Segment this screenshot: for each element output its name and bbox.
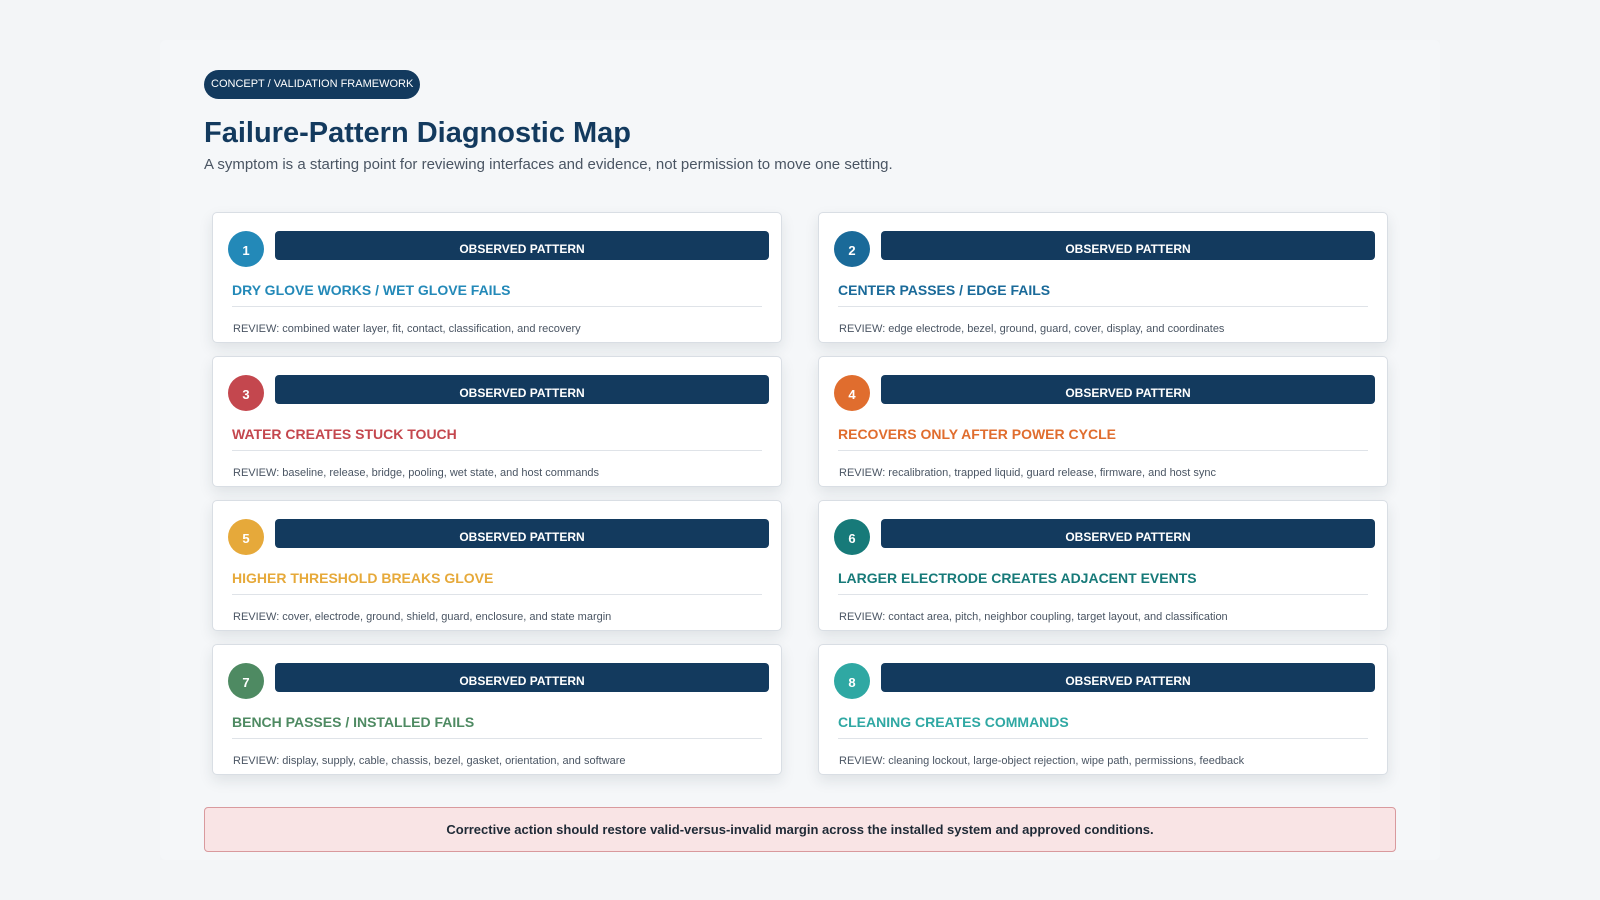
- pattern-card-1: [212, 212, 782, 343]
- card-number-badge: 8: [834, 663, 870, 699]
- observed-pattern-bar: OBSERVED PATTERN: [881, 663, 1375, 692]
- card-divider: [838, 450, 1368, 451]
- card-divider: [838, 738, 1368, 739]
- pattern-card-8: [818, 644, 1388, 775]
- card-title: RECOVERS ONLY AFTER POWER CYCLE: [838, 426, 1116, 442]
- card-number-badge: 7: [228, 663, 264, 699]
- corrective-action-note: Corrective action should restore valid-versus-invalid margin across the installed system and approved conditions.: [204, 807, 1396, 852]
- section-tag: CONCEPT / VALIDATION FRAMEWORK: [204, 70, 420, 99]
- card-title: BENCH PASSES / INSTALLED FAILS: [232, 714, 475, 730]
- page-subtitle: A symptom is a starting point for reviewing interfaces and evidence, not permission to move one setting.: [204, 156, 893, 173]
- pattern-card-3: [212, 356, 782, 487]
- card-divider: [232, 738, 762, 739]
- card-number-badge: 6: [834, 519, 870, 555]
- card-divider: [232, 594, 762, 595]
- pattern-card-7: [212, 644, 782, 775]
- observed-pattern-bar: OBSERVED PATTERN: [275, 519, 769, 548]
- card-title: HIGHER THRESHOLD BREAKS GLOVE: [232, 570, 494, 586]
- card-title: DRY GLOVE WORKS / WET GLOVE FAILS: [232, 282, 511, 298]
- observed-pattern-bar: OBSERVED PATTERN: [881, 231, 1375, 260]
- card-review-text: REVIEW: baseline, release, bridge, pooling, wet state, and host commands: [233, 467, 600, 479]
- observed-pattern-bar: OBSERVED PATTERN: [881, 519, 1375, 548]
- card-number-badge: 4: [834, 375, 870, 411]
- card-number-badge: 2: [834, 231, 870, 267]
- pattern-card-4: [818, 356, 1388, 487]
- card-title: CENTER PASSES / EDGE FAILS: [838, 282, 1051, 298]
- card-divider: [838, 306, 1368, 307]
- observed-pattern-bar: OBSERVED PATTERN: [275, 231, 769, 260]
- observed-pattern-bar: OBSERVED PATTERN: [275, 375, 769, 404]
- card-review-text: REVIEW: contact area, pitch, neighbor coupling, target layout, and classification: [839, 611, 1228, 623]
- pattern-card-5: [212, 500, 782, 631]
- card-review-text: REVIEW: cleaning lockout, large-object rejection, wipe path, permissions, feedback: [839, 755, 1245, 767]
- card-divider: [232, 306, 762, 307]
- card-number-badge: 3: [228, 375, 264, 411]
- card-title: CLEANING CREATES COMMANDS: [838, 714, 1069, 730]
- card-review-text: REVIEW: cover, electrode, ground, shield, guard, enclosure, and state margin: [233, 611, 612, 623]
- pattern-card-6: [818, 500, 1388, 631]
- observed-pattern-bar: OBSERVED PATTERN: [881, 375, 1375, 404]
- pattern-card-2: [818, 212, 1388, 343]
- card-review-text: REVIEW: combined water layer, fit, contact, classification, and recovery: [233, 323, 581, 335]
- card-title: LARGER ELECTRODE CREATES ADJACENT EVENTS: [838, 570, 1197, 586]
- card-review-text: REVIEW: recalibration, trapped liquid, guard release, firmware, and host sync: [839, 467, 1217, 479]
- card-divider: [232, 450, 762, 451]
- card-divider: [838, 594, 1368, 595]
- card-number-badge: 1: [228, 231, 264, 267]
- card-review-text: REVIEW: display, supply, cable, chassis, bezel, gasket, orientation, and software: [233, 755, 626, 767]
- page-title: Failure-Pattern Diagnostic Map: [204, 117, 632, 149]
- card-number-badge: 5: [228, 519, 264, 555]
- observed-pattern-bar: OBSERVED PATTERN: [275, 663, 769, 692]
- card-title: WATER CREATES STUCK TOUCH: [232, 426, 457, 442]
- card-review-text: REVIEW: edge electrode, bezel, ground, guard, cover, display, and coordinates: [839, 323, 1225, 335]
